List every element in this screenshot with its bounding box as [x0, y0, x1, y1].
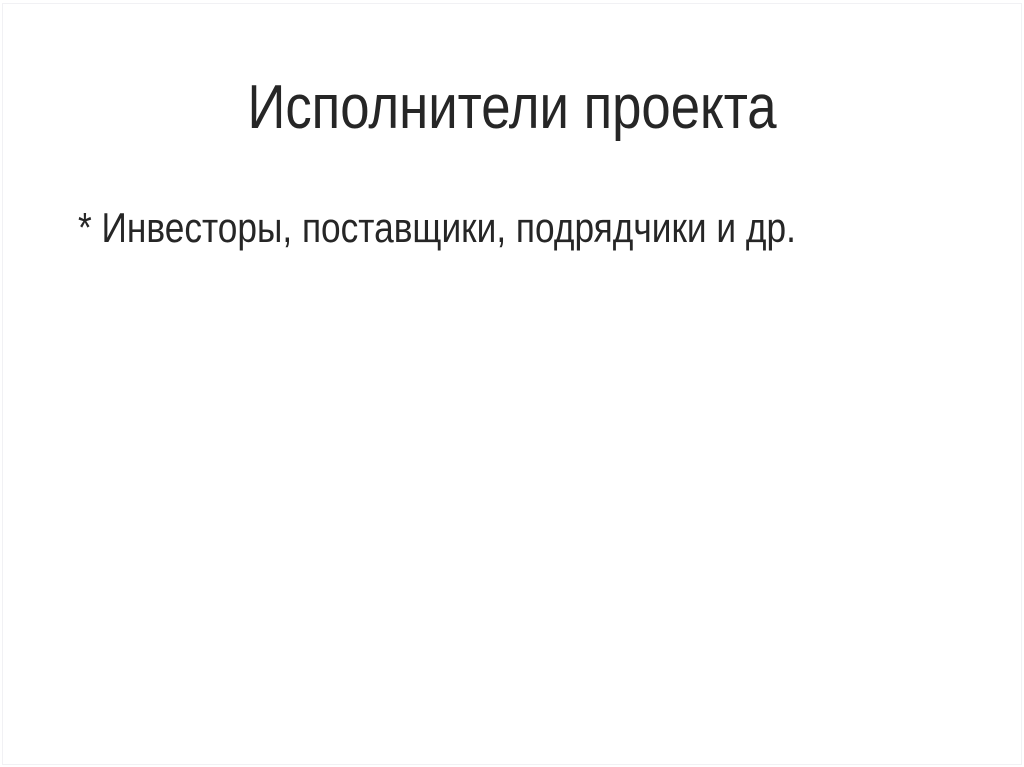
bullet-text: * Инвесторы, поставщики, подрядчики и др.: [78, 204, 796, 251]
slide-title: Исполнители проекта: [247, 73, 777, 142]
